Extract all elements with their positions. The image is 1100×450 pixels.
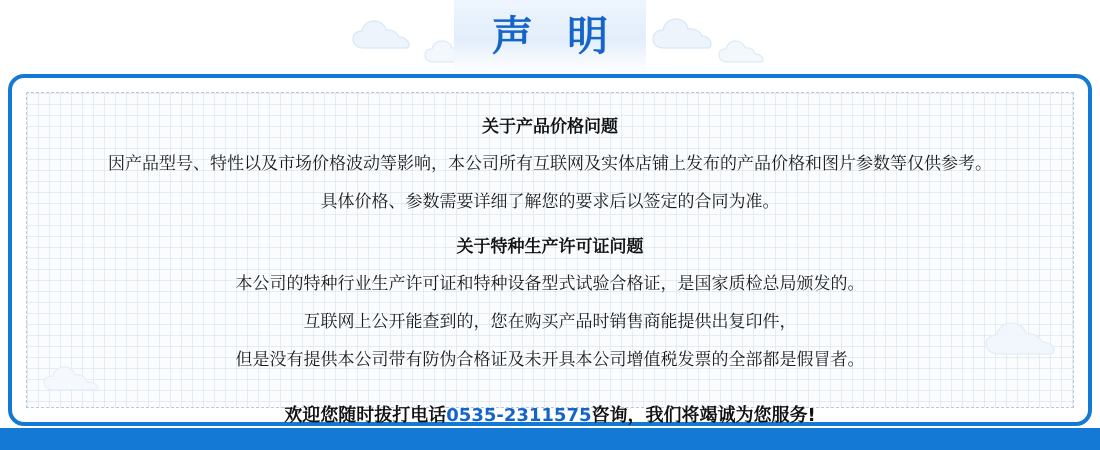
statement-line: 本公司的特种行业生产许可证和特种设备型式试验合格证，是国家质检总局颁发的。 — [235, 274, 865, 294]
cloud-decoration-icon — [718, 40, 764, 64]
page-title-box — [454, 0, 646, 72]
statement-content — [27, 109, 1073, 435]
statement-inner-panel — [26, 92, 1074, 426]
statement-line: 互联网上公开能查到的，您在购买产品时销售商能提供出复印件， — [303, 312, 797, 332]
section-heading-license: 关于特种生产许可证问题 — [456, 237, 644, 257]
contact-prefix: 欢迎您随时拔打电话 — [284, 405, 447, 426]
statement-line: 因产品型号、特性以及市场价格波动等影响，本公司所有互联网及实体店铺上发布的产品价格和图片参数等仅供参考。 — [108, 154, 992, 174]
page-title: 声 明 — [491, 11, 619, 60]
title-area — [0, 0, 1100, 78]
statement-line: 具体价格、参数需要详细了解您的要求后以签定的合同为准。 — [320, 192, 780, 212]
contact-suffix: 咨询，我们将竭诚为您服务! — [591, 405, 816, 426]
cloud-decoration-icon — [652, 18, 712, 50]
contact-line — [27, 397, 1073, 435]
section-heading-price: 关于产品价格问题 — [482, 117, 618, 137]
phone-number: 0535-2311575 — [446, 405, 592, 426]
statement-frame — [8, 74, 1092, 426]
statement-line: 但是没有提供本公司带有防伪合格证及未开具本公司增值税发票的全部都是假冒者。 — [235, 350, 865, 370]
cloud-decoration-icon — [352, 20, 410, 50]
